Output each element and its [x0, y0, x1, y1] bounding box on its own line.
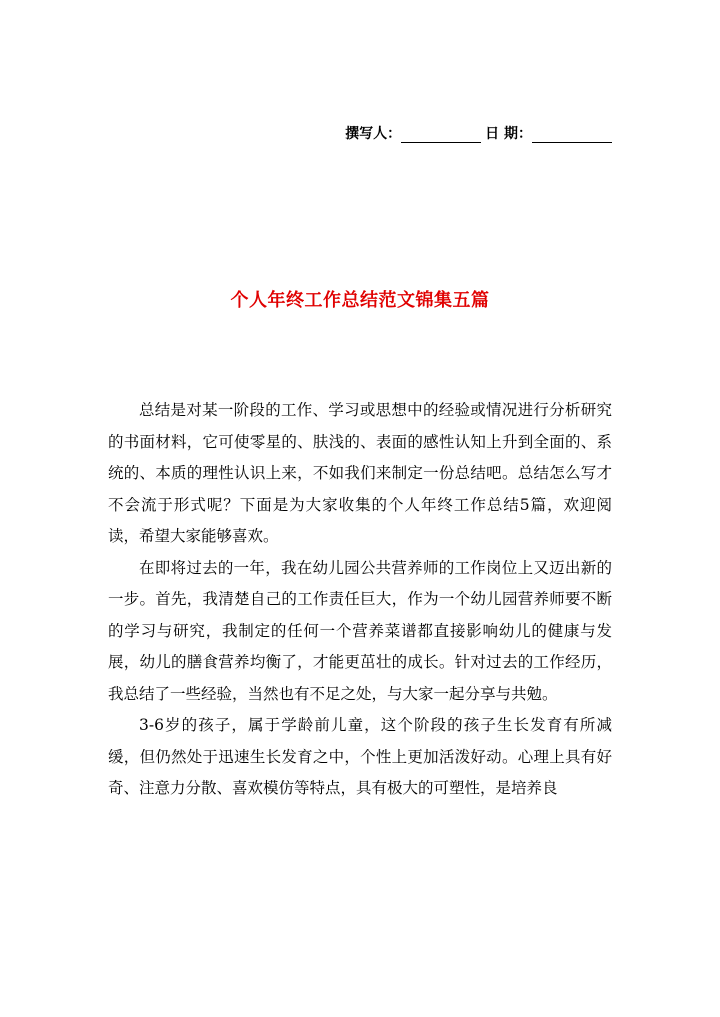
date-blank-line	[532, 128, 612, 143]
document-title: 个人年终工作总结范文锦集五篇	[230, 290, 490, 311]
document-body	[108, 395, 612, 805]
header-author-date	[345, 123, 612, 143]
author-blank-line	[401, 128, 481, 143]
paragraph-intro: 总结是对某一阶段的工作、学习或思想中的经验或情况进行分析研究的书面材料，它可使零星的、肤浅的、表面的感性认知上升到全面的、系统的、本质的理性认识上来，不如我们来制定一份总结吧。总结怎么写才不会流于形式呢？下面是为大家收集的个人年终工作总结5篇，欢迎阅读，希望大家能够喜欢。	[108, 401, 612, 545]
date-label: 日 期：	[485, 126, 532, 142]
paragraph-3: 3-6岁的孩子，属于学龄前儿童，这个阶段的孩子生长发育有所减缓，但仍然处于迅速生长发育之中，个性上更加活泼好动。心理上具有好奇、注意力分散、喜欢模仿等特点，具有极大的可塑性，是培养良	[108, 716, 612, 797]
author-label: 撰写人：	[345, 126, 402, 142]
paragraph-2: 在即将过去的一年，我在幼儿园公共营养师的工作岗位上又迈出新的一步。首先，我清楚自己的工作责任巨大，作为一个幼儿园营养师要不断的学习与研究，我制定的任何一个营养菜谱都直接影响幼儿的健康与发展，幼儿的膳食营养均衡了，才能更茁壮的成长。针对过去的工作经历，我总结了一些经验，当然也有不足之处，与大家一起分享与共勉。	[108, 558, 612, 703]
